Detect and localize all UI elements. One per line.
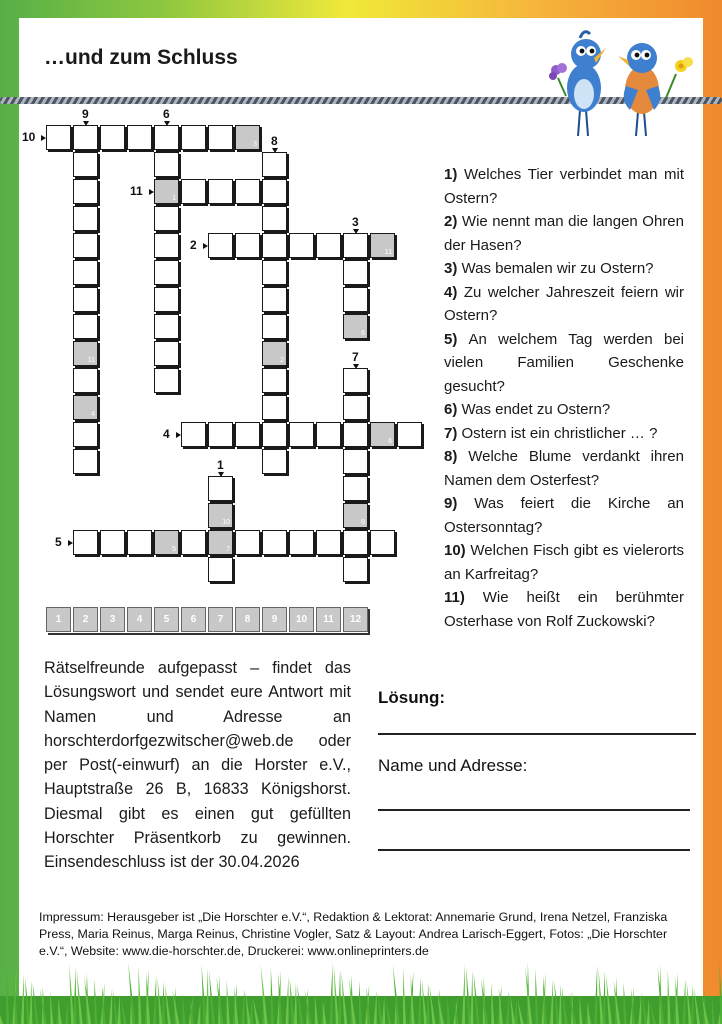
question-text: Zu welcher Jahreszeit feiern wir Ostern? bbox=[444, 283, 684, 324]
solution-index-label: 11 bbox=[87, 357, 95, 364]
crossword-cell[interactable] bbox=[208, 422, 233, 447]
solution-index-label: 4 bbox=[91, 411, 95, 418]
solution-word-strip bbox=[46, 607, 368, 633]
crossword-cell[interactable] bbox=[343, 314, 368, 339]
crossword-cell[interactable] bbox=[370, 422, 395, 447]
crossword-cell[interactable] bbox=[73, 287, 98, 312]
crossword-cell[interactable] bbox=[208, 503, 233, 528]
question-item bbox=[444, 257, 684, 281]
crossword-cell[interactable] bbox=[262, 152, 287, 177]
crossword-cell[interactable] bbox=[262, 530, 287, 555]
crossword-cell[interactable] bbox=[262, 449, 287, 474]
crossword-cell[interactable] bbox=[127, 125, 152, 150]
birds-illustration bbox=[536, 18, 706, 146]
direction-arrow-icon bbox=[353, 364, 359, 369]
clue-number-label: 3 bbox=[352, 215, 359, 229]
crossword-cell[interactable] bbox=[262, 233, 287, 258]
solution-box[interactable]: 3 bbox=[100, 607, 125, 632]
crossword-cell[interactable] bbox=[208, 233, 233, 258]
page-title: …und zum Schluss bbox=[44, 46, 238, 69]
crossword-cell[interactable] bbox=[235, 125, 260, 150]
question-text: Welches Tier verbindet man mit Ostern? bbox=[444, 166, 684, 207]
crossword-cell[interactable] bbox=[343, 557, 368, 582]
question-item bbox=[444, 539, 684, 586]
question-text: Welche Blume verdankt ihren Namen dem Osterfest? bbox=[444, 448, 684, 489]
solution-box[interactable]: 2 bbox=[73, 607, 98, 632]
clue-number-label: 8 bbox=[271, 134, 278, 148]
direction-arrow-icon bbox=[272, 148, 278, 153]
direction-arrow-icon bbox=[164, 121, 170, 126]
question-number: 9) bbox=[444, 495, 475, 512]
question-item bbox=[444, 586, 684, 633]
direction-arrow-icon bbox=[83, 121, 89, 126]
solution-box[interactable]: 12 bbox=[343, 607, 368, 632]
crossword-cell[interactable] bbox=[73, 449, 98, 474]
clue-number-label: 1 bbox=[217, 458, 224, 472]
crossword-cell[interactable] bbox=[316, 233, 341, 258]
solution-box[interactable]: 7 bbox=[208, 607, 233, 632]
crossword-cell[interactable] bbox=[208, 179, 233, 204]
solution-index-label: 6 bbox=[388, 438, 392, 445]
info-text: Rätselfreunde aufgepasst – findet das Lösungswort und sendet eure Antwort mit Namen und Adresse an horschterdorfgezwitscher@web.de oder per Post(-einwurf) an die Horster e.V., Hauptstraße 26 B, 16833 Königshorst. Diesmal gibt es einen gut gefüllten Horschter Präsentkorb zu gewinnen. Einsendeschluss ist der 30.04.2026 bbox=[44, 659, 351, 872]
clue-number-label: 7 bbox=[352, 350, 359, 364]
crossword-cell[interactable] bbox=[154, 341, 179, 366]
crossword-cell[interactable] bbox=[73, 260, 98, 285]
solution-index-label: 11 bbox=[384, 249, 392, 256]
crossword-cell[interactable] bbox=[343, 368, 368, 393]
question-text: Wie heißt ein berühmter Osterhase von Rolf Zuckowski? bbox=[444, 589, 684, 630]
crossword-cell[interactable] bbox=[100, 125, 125, 150]
crossword-cell[interactable] bbox=[181, 530, 206, 555]
crossword-cell[interactable] bbox=[235, 530, 260, 555]
question-text: An welchem Tag werden bei vielen Familien Geschenke gesucht? bbox=[444, 330, 684, 395]
solution-box[interactable]: 6 bbox=[181, 607, 206, 632]
crossword-cell[interactable] bbox=[208, 476, 233, 501]
crossword-cell[interactable] bbox=[154, 179, 179, 204]
crossword-cell[interactable] bbox=[235, 233, 260, 258]
crossword-cell[interactable] bbox=[343, 449, 368, 474]
direction-arrow-icon bbox=[203, 243, 208, 249]
crossword-cell[interactable] bbox=[154, 530, 179, 555]
crossword-cell[interactable] bbox=[343, 422, 368, 447]
clue-number-label: 4 bbox=[163, 427, 170, 441]
crossword-cell[interactable] bbox=[73, 206, 98, 231]
crossword-cell[interactable] bbox=[262, 422, 287, 447]
crossword-cell[interactable] bbox=[343, 233, 368, 258]
crossword-cell[interactable] bbox=[154, 287, 179, 312]
question-item bbox=[444, 398, 684, 422]
crossword-cell[interactable] bbox=[181, 422, 206, 447]
solution-box[interactable]: 1 bbox=[46, 607, 71, 632]
solution-index-label: 10 bbox=[222, 519, 230, 526]
crossword-cell[interactable] bbox=[154, 260, 179, 285]
clue-number-label: 5 bbox=[55, 535, 62, 549]
crossword-cell[interactable] bbox=[154, 125, 179, 150]
crossword-cell[interactable] bbox=[289, 422, 314, 447]
crossword-cell[interactable] bbox=[181, 125, 206, 150]
crossword-cell[interactable] bbox=[73, 314, 98, 339]
direction-arrow-icon bbox=[149, 189, 154, 195]
question-number: 2) bbox=[444, 213, 462, 230]
orange-bird-icon bbox=[618, 43, 660, 136]
impressum-text: Impressum: Herausgeber ist „Die Horschter e.V.“, Redaktion & Lektorat: Annemarie Grund, Irena Netzel, Franziska Press, Maria Reinus, Marga Reinus, Christine Vogler, Satz & Layout: Andrea Larisch-Eggert, Fotos: „Die Horschter e.V.“, Website: www.die-horschter.de, Druckerei: www.onlineprinters.de bbox=[39, 910, 668, 958]
crossword-cell[interactable] bbox=[343, 476, 368, 501]
crossword-cell[interactable] bbox=[370, 530, 395, 555]
crossword-cell[interactable] bbox=[46, 125, 71, 150]
crossword-cell[interactable] bbox=[343, 260, 368, 285]
crossword-cell[interactable] bbox=[208, 125, 233, 150]
crossword-cell[interactable] bbox=[262, 341, 287, 366]
solution-index-label: 2 bbox=[280, 357, 284, 364]
question-number: 1) bbox=[444, 166, 465, 183]
question-number: 8) bbox=[444, 448, 469, 465]
question-number: 11) bbox=[444, 589, 483, 606]
solution-box[interactable]: 4 bbox=[127, 607, 152, 632]
solution-box[interactable]: 5 bbox=[154, 607, 179, 632]
direction-arrow-icon bbox=[353, 229, 359, 234]
direction-arrow-icon bbox=[68, 540, 73, 546]
crossword-cell[interactable] bbox=[73, 395, 98, 420]
crossword-cell[interactable] bbox=[262, 287, 287, 312]
solution-box[interactable]: 11 bbox=[316, 607, 341, 632]
direction-arrow-icon bbox=[176, 432, 181, 438]
clue-number-label: 6 bbox=[163, 107, 170, 121]
crossword-cell[interactable] bbox=[235, 422, 260, 447]
solution-answer-line[interactable] bbox=[378, 733, 696, 735]
question-item bbox=[444, 422, 684, 446]
question-item bbox=[444, 210, 684, 257]
question-text: Welchen Fisch gibt es vielerorts an Karfreitag? bbox=[444, 542, 684, 583]
question-number: 6) bbox=[444, 401, 462, 418]
question-text: Was endet zu Ostern? bbox=[461, 401, 611, 418]
blue-bird-icon bbox=[567, 32, 606, 136]
crossword-cell[interactable] bbox=[262, 395, 287, 420]
solution-box[interactable]: 8 bbox=[235, 607, 260, 632]
grass-decoration bbox=[0, 934, 722, 1024]
crossword-cell[interactable] bbox=[316, 530, 341, 555]
crossword-cell[interactable] bbox=[73, 422, 98, 447]
question-item bbox=[444, 492, 684, 539]
crossword-cell[interactable] bbox=[100, 530, 125, 555]
question-number: 4) bbox=[444, 283, 464, 301]
clue-number-label: 2 bbox=[190, 238, 197, 252]
crossword-cell[interactable] bbox=[262, 206, 287, 231]
address-line-2[interactable] bbox=[378, 849, 690, 851]
crossword-cell[interactable] bbox=[73, 233, 98, 258]
crossword-cell[interactable] bbox=[73, 125, 98, 150]
crossword-cell[interactable] bbox=[127, 530, 152, 555]
crossword-cell[interactable] bbox=[262, 260, 287, 285]
solution-index-label: 1 bbox=[172, 195, 176, 202]
clue-number-label: 10 bbox=[22, 130, 36, 144]
question-item bbox=[444, 281, 684, 328]
crossword-cell[interactable] bbox=[262, 368, 287, 393]
solution-index-label: 7 bbox=[226, 546, 230, 553]
clue-number-label: 11 bbox=[130, 184, 143, 198]
direction-arrow-icon bbox=[41, 135, 46, 141]
solution-index-label: 3 bbox=[253, 141, 257, 148]
question-number: 5) bbox=[444, 330, 469, 348]
question-number: 10) bbox=[444, 542, 471, 559]
crossword-cell[interactable] bbox=[73, 341, 98, 366]
crossword-cell[interactable] bbox=[343, 503, 368, 528]
solution-index-label: 8 bbox=[361, 519, 365, 526]
crossword-cell[interactable] bbox=[73, 368, 98, 393]
question-text: Was bemalen wir zu Ostern? bbox=[461, 260, 654, 277]
crossword-cell[interactable] bbox=[289, 233, 314, 258]
crossword-cell[interactable] bbox=[154, 206, 179, 231]
crossword-cell[interactable] bbox=[208, 557, 233, 582]
crossword-cell[interactable] bbox=[154, 233, 179, 258]
crossword-cell[interactable] bbox=[343, 530, 368, 555]
questions-list bbox=[444, 163, 684, 633]
address-line-1[interactable] bbox=[378, 809, 690, 811]
crossword-cell[interactable] bbox=[262, 179, 287, 204]
crossword-cell[interactable] bbox=[262, 314, 287, 339]
crossword-cell[interactable] bbox=[343, 395, 368, 420]
crossword-cell[interactable] bbox=[235, 179, 260, 204]
crossword-cell[interactable] bbox=[343, 287, 368, 312]
crossword-cell[interactable] bbox=[181, 179, 206, 204]
solution-index-label: 6 bbox=[361, 330, 365, 337]
solution-box[interactable]: 10 bbox=[289, 607, 314, 632]
clue-number-label: 9 bbox=[82, 107, 89, 121]
crossword-cell[interactable] bbox=[154, 368, 179, 393]
flower-left-icon bbox=[549, 63, 567, 96]
crossword-cell[interactable] bbox=[397, 422, 422, 447]
question-number: 3) bbox=[444, 260, 462, 277]
solution-box[interactable]: 9 bbox=[262, 607, 287, 632]
address-label: Name und Adresse: bbox=[378, 756, 528, 775]
solution-label: Lösung: bbox=[378, 688, 446, 707]
question-number: 7) bbox=[444, 424, 462, 442]
question-item bbox=[444, 445, 684, 492]
crossword-cell[interactable] bbox=[289, 530, 314, 555]
crossword-cell[interactable] bbox=[370, 233, 395, 258]
question-text: Was feiert die Kirche an Ostersonntag? bbox=[444, 495, 684, 536]
crossword-cell[interactable] bbox=[208, 530, 233, 555]
crossword-cell[interactable] bbox=[316, 422, 341, 447]
crossword-cell[interactable] bbox=[73, 152, 98, 177]
question-text: Wie nennt man die langen Ohren der Hasen? bbox=[444, 213, 684, 254]
crossword-cell[interactable] bbox=[154, 152, 179, 177]
flower-right-icon bbox=[666, 57, 693, 98]
crossword-cell[interactable] bbox=[73, 179, 98, 204]
solution-index-label: 5 bbox=[172, 546, 176, 553]
question-item bbox=[444, 328, 684, 399]
direction-arrow-icon bbox=[218, 472, 224, 477]
question-item bbox=[444, 163, 684, 210]
crossword-cell[interactable] bbox=[154, 314, 179, 339]
crossword-cell[interactable] bbox=[73, 530, 98, 555]
question-text: Ostern ist ein christlicher … ? bbox=[461, 424, 658, 442]
